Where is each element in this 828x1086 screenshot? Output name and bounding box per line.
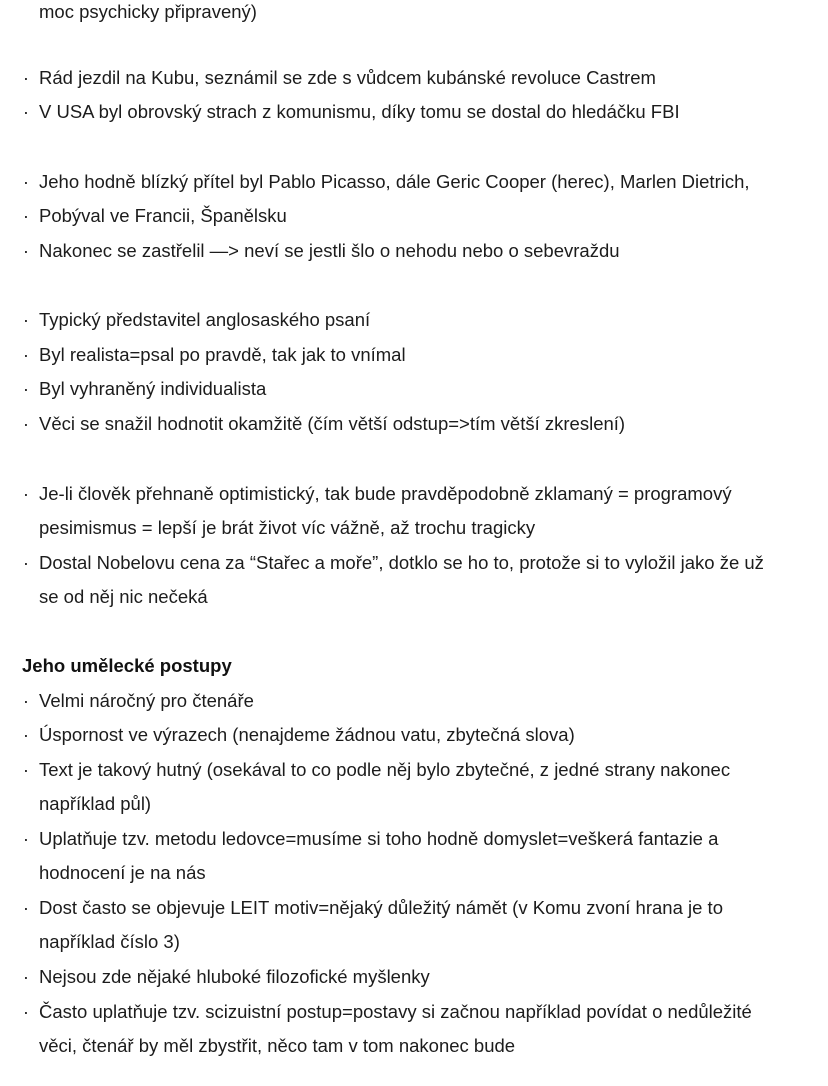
list-item-text: Často uplatňuje tzv. scizuistní postup=postavy si začnou například povídat o nedůležité xyxy=(39,1001,752,1022)
list-item-text: věci, čtenář by měl zbystřit, něco tam v tom nakonec bude xyxy=(39,1035,516,1056)
list-item-text: Dost často se objevuje LEIT motiv=nějaký důležitý námět (v Komu zvoní hrana je to xyxy=(39,897,723,918)
list-item-text: se od něj nic nečeká xyxy=(39,586,208,607)
list-item-text: Typický představitel anglosaského psaní xyxy=(39,309,371,330)
list-item-text: Nakonec se zastřelil —> neví se jestli šlo o nehodu nebo o sebevraždu xyxy=(39,240,620,261)
list-item-text: Jeho hodně blízký přítel byl Pablo Picasso, dále Geric Cooper (herec), Marlen Dietrich, xyxy=(39,171,750,192)
list-item-text: například číslo 3) xyxy=(39,931,180,952)
bullet-icon: · xyxy=(22,759,30,780)
list-item-text: pesimismus = lepší je brát život víc vážně, až trochu tragicky xyxy=(39,517,536,538)
list-item-text: V USA byl obrovský strach z komunismu, díky tomu se dostal do hledáčku FBI xyxy=(39,101,680,122)
list-item-text: Velmi náročný pro čtenáře xyxy=(39,690,254,711)
bullet-icon: · xyxy=(22,309,30,330)
bullet-icon: · xyxy=(22,966,30,987)
bullet-icon: · xyxy=(22,724,30,745)
list-item-text: Rád jezdil na Kubu, seznámil se zde s vůdcem kubánské revoluce Castrem xyxy=(39,67,656,88)
list-item-text: Nejsou zde nějaké hluboké filozofické myšlenky xyxy=(39,966,430,987)
list-item-text: Byl vyhraněný individualista xyxy=(39,378,267,399)
list-item-text: Text je takový hutný (osekával to co podle něj bylo zbytečné, z jedné strany nakonec xyxy=(39,759,731,780)
list-item-text: Věci se snažil hodnotit okamžitě (čím větší odstup=>tím větší zkreslení) xyxy=(39,413,626,434)
bullet-icon: · xyxy=(22,552,30,573)
list-item-text: Je-li člověk přehnaně optimistický, tak bude pravděpodobně zklamaný = programový xyxy=(39,483,732,504)
paragraph-text: moc psychicky připravený) xyxy=(39,1,257,22)
list-item-text: Úspornost ve výrazech (nenajdeme žádnou vatu, zbytečná slova) xyxy=(39,724,575,745)
bullet-icon: · xyxy=(22,897,30,918)
list-item-text: Dostal Nobelovu cena za “Stařec a moře”, dotklo se ho to, protože si to vyložil jako že už xyxy=(39,552,764,573)
bullet-icon: · xyxy=(22,240,30,261)
bullet-icon: · xyxy=(22,171,30,192)
bullet-icon: · xyxy=(22,690,30,711)
list-item-text: Pobýval ve Francii, Španělsku xyxy=(39,205,287,226)
bullet-icon: · xyxy=(22,205,30,226)
list-item-text: například půl) xyxy=(39,793,152,814)
section-heading: Jeho umělecké postupy xyxy=(22,655,232,676)
list-item-text: Byl realista=psal po pravdě, tak jak to vnímal xyxy=(39,344,406,365)
bullet-icon: · xyxy=(22,483,30,504)
list-item-text: hodnocení je na nás xyxy=(39,862,206,883)
bullet-icon: · xyxy=(22,67,30,88)
bullet-icon: · xyxy=(22,828,30,849)
bullet-icon: · xyxy=(22,413,30,434)
list-item-text: Uplatňuje tzv. metodu ledovce=musíme si toho hodně domyslet=veškerá fantazie a xyxy=(39,828,719,849)
bullet-icon: · xyxy=(22,378,30,399)
bullet-icon: · xyxy=(22,101,30,122)
bullet-icon: · xyxy=(22,1001,30,1022)
bullet-icon: · xyxy=(22,344,30,365)
